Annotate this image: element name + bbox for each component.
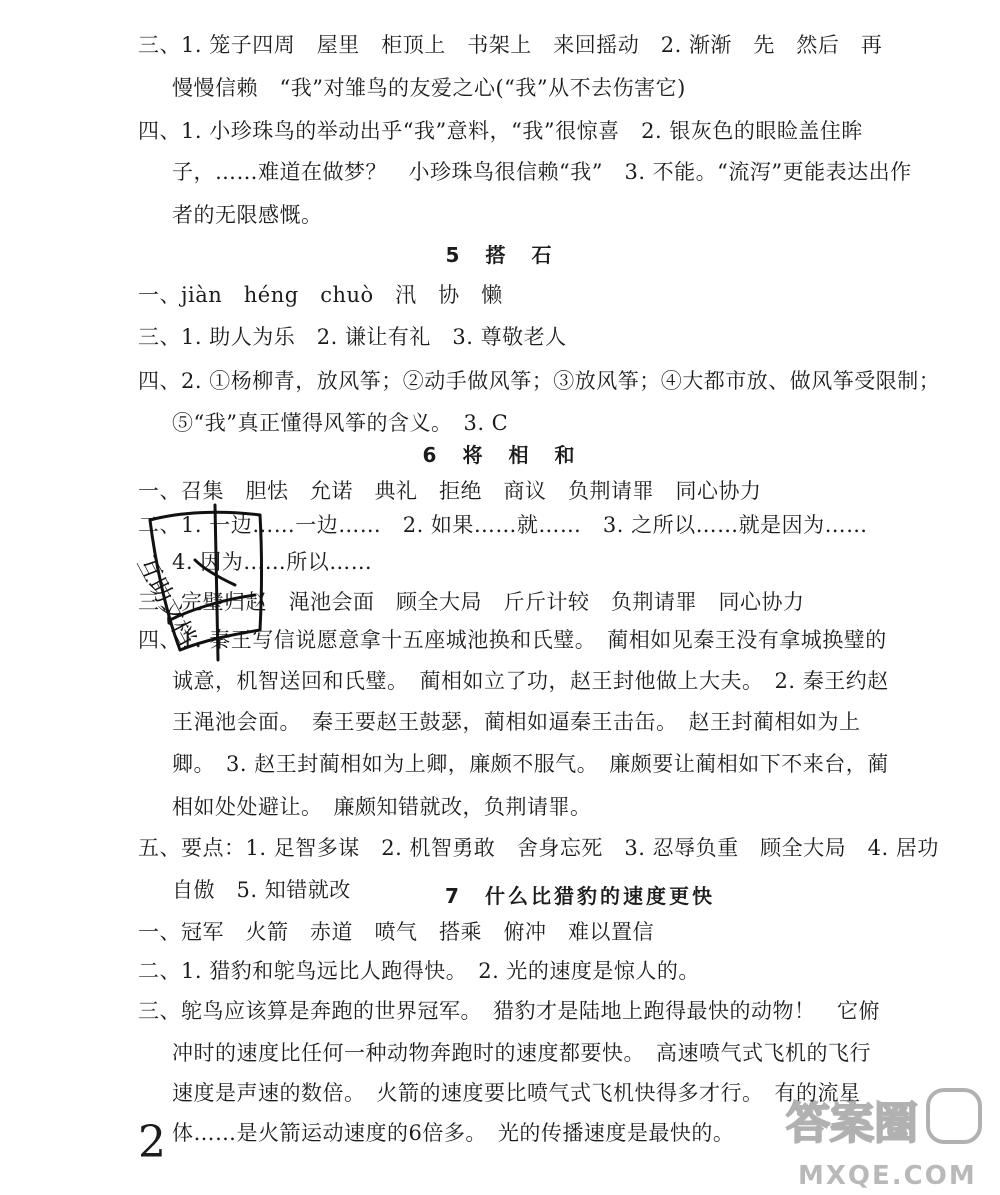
text-line: 诚意，机智送回和氏璧。 蔺相如立了功，赵王封他做上大夫。 2. 秦王约赵	[172, 669, 889, 693]
text-line: 相如处处避让。 廉颇知错就改，负荆请罪。	[172, 795, 592, 819]
text-line: 自傲 5. 知错就改	[172, 878, 351, 902]
text-line: 冲时的速度比任何一种动物奔跑时的速度都要快。 高速喷气式飞机的飞行	[172, 1041, 871, 1065]
text-line: 四、1. 秦王写信说愿意拿十五座城池换和氏璧。 蔺相如见秦王没有拿城换璧的	[138, 628, 887, 652]
text-line: ⑤“我”真正懂得风筝的含义。 3. C	[172, 411, 509, 435]
text-line: 一、召集 胆怯 允诺 典礼 拒绝 商议 负荆请罪 同心协力	[138, 479, 762, 503]
page-number: 2	[138, 1117, 166, 1168]
section-title: 6 将 相 和	[422, 443, 578, 467]
section-title: 5 搭 石	[445, 243, 555, 267]
handwritten-stamp	[110, 500, 295, 670]
text-line: 二、1. 一边……一边…… 2. 如果……就…… 3. 之所以……就是因为……	[138, 513, 868, 537]
svg-text:答案圈: 答案圈	[786, 1098, 918, 1149]
text-line: 一、冠军 火箭 赤道 喷气 搭乘 俯冲 难以置信	[138, 920, 654, 944]
text-line: 三、鸵鸟应该算是奔跑的世界冠军。 猎豹才是陆地上跑得最快的动物！ 它俯	[138, 999, 880, 1023]
text-line: 二、1. 猎豹和鸵鸟远比人跑得快。 2. 光的速度是惊人的。	[138, 959, 700, 983]
text-line: 四、1. 小珍珠鸟的举动出乎“我”意料，“我”很惊喜 2. 银灰色的眼睑盖住眸	[138, 119, 863, 143]
text-line: 体……是火箭运动速度的6倍多。 光的传播速度是最快的。	[172, 1121, 735, 1145]
text-line: 子，……难道在做梦？ 小珍珠鸟很信赖“我” 3. 不能。“流泻”更能表达出作	[172, 160, 912, 184]
svg-text:MXQE.COM: MXQE.COM	[798, 1161, 977, 1191]
text-line: 三、完璧归赵 渑池会面 顾全大局 斤斤计较 负荆请罪 同心协力	[138, 590, 805, 614]
watermark-logo	[778, 1088, 994, 1192]
text-line: 4. 因为……所以……	[172, 550, 373, 574]
svg-text:互助文档: 互助文档	[131, 551, 202, 650]
text-line: 者的无限感慨。	[172, 203, 323, 227]
text-line: 一、jiàn héng chuò 汛 协 懒	[138, 283, 503, 307]
section-title: 7 什么比猎豹的速度更快	[445, 884, 715, 908]
text-line: 卿。 3. 赵王封蔺相如为上卿，廉颇不服气。 廉颇要让蔺相如下不来台，蔺	[172, 752, 889, 776]
text-line: 王渑池会面。 秦王要赵王鼓瑟，蔺相如逼秦王击缶。 赵王封蔺相如为上	[172, 710, 861, 734]
text-line: 三、1. 助人为乐 2. 谦让有礼 3. 尊敬老人	[138, 325, 567, 349]
text-line: 四、2. ①杨柳青，放风筝；②动手做风筝；③放风筝；④大都市放、做风筝受限制；	[138, 369, 941, 393]
text-line: 五、要点：1. 足智多谋 2. 机智勇敢 舍身忘死 3. 忍辱负重 顾全大局 4. 居功	[138, 836, 939, 860]
text-line: 速度是声速的数倍。 火箭的速度要比喷气式飞机快得多才行。 有的流星	[172, 1081, 861, 1105]
text-line: 慢慢信赖 “我”对雏鸟的友爱之心(“我”从不去伤害它)	[172, 76, 686, 100]
text-line: 三、1. 笼子四周 屋里 柜顶上 书架上 来回摇动 2. 渐渐 先 然后 再	[138, 33, 883, 57]
